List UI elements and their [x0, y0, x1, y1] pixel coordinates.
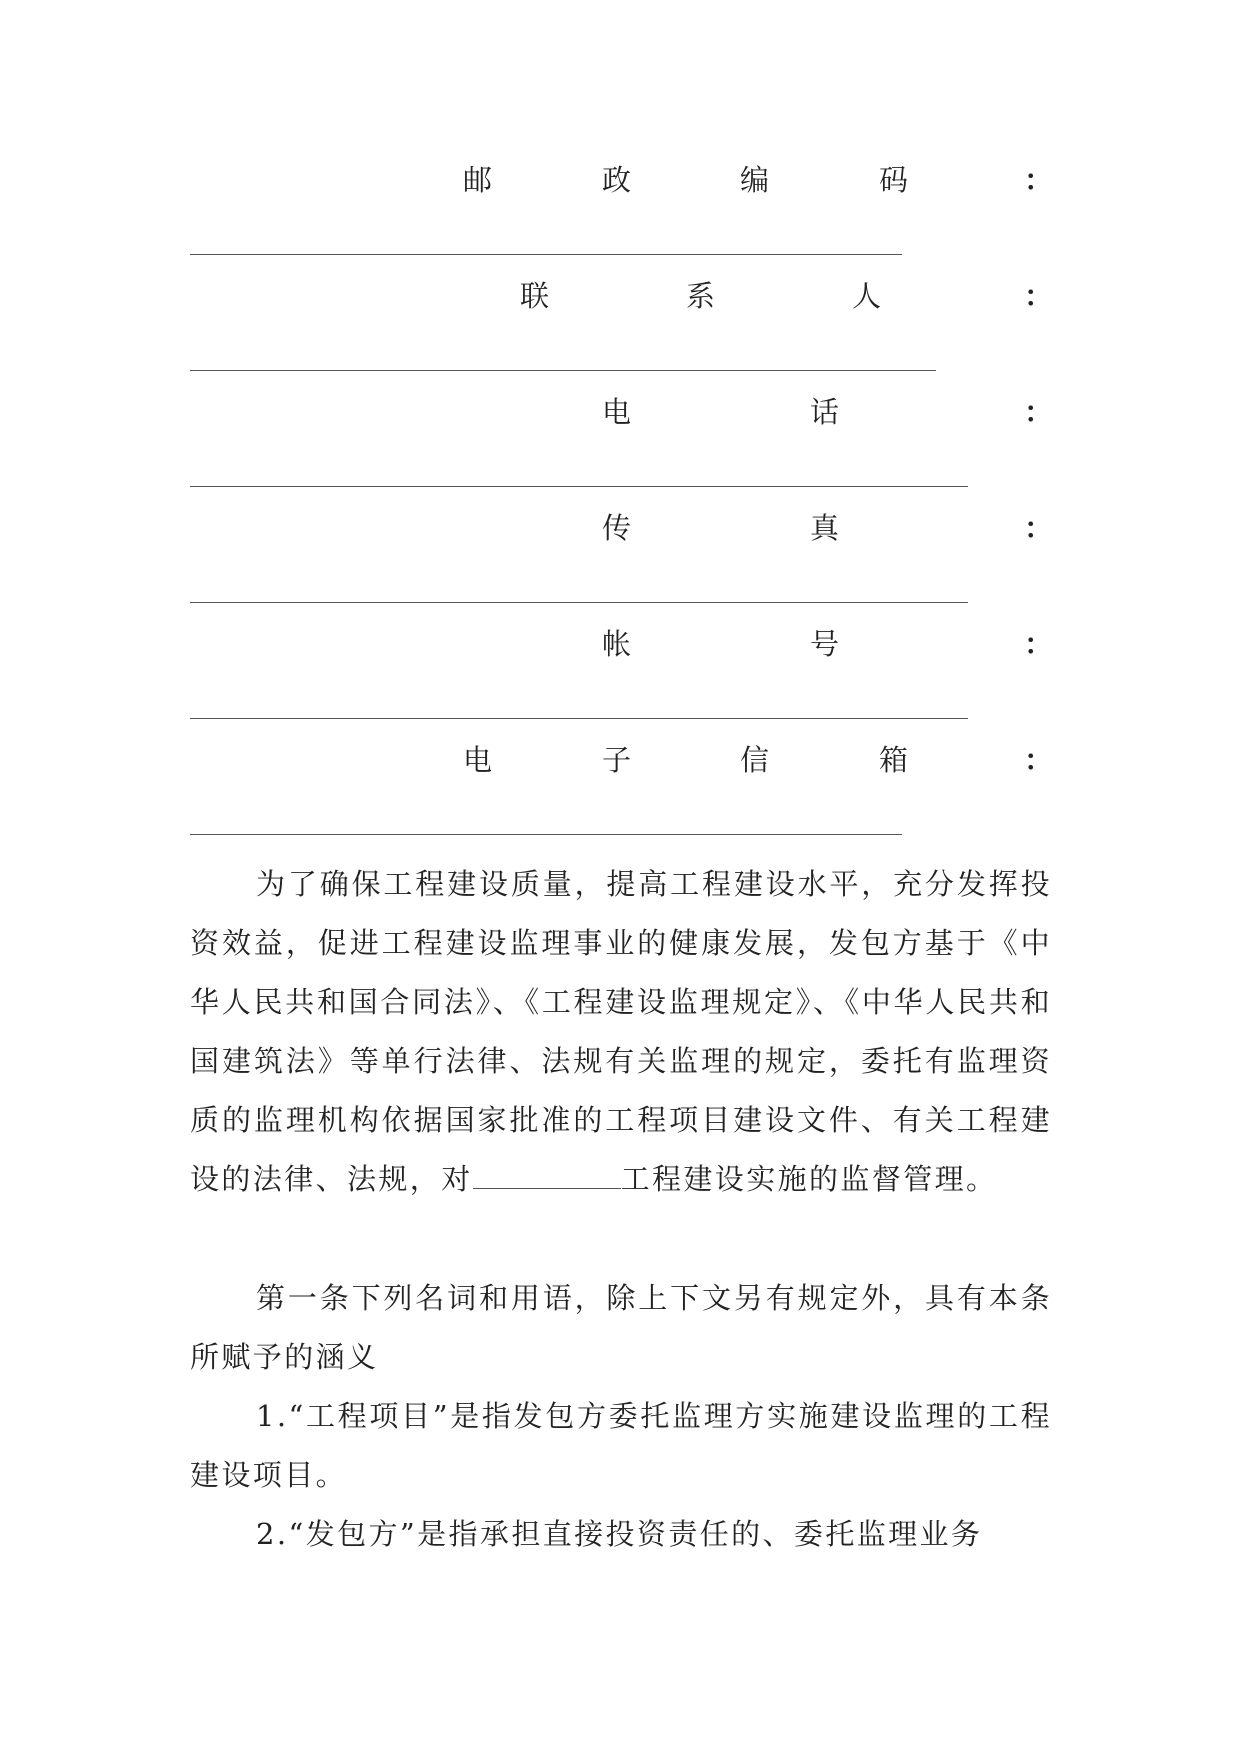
field-label-char: 系 — [686, 279, 716, 313]
definition-item-1: 1.“工程项目”是指发包方委托监理方实施建设监理的工程建设项目。 — [190, 1399, 1052, 1492]
fill-in-line — [190, 718, 968, 719]
field-colon: ： — [1024, 395, 1054, 429]
field-colon: ： — [1024, 279, 1054, 313]
field-label-char: 帐 — [602, 627, 632, 661]
field-label-char: 人 — [852, 279, 882, 313]
field-label-char: 邮 — [463, 163, 493, 197]
field-label-char: 箱 — [879, 743, 909, 777]
field-label-char: 真 — [810, 511, 840, 545]
field-label-char: 信 — [740, 743, 770, 777]
fill-in-line — [190, 254, 902, 255]
field-label-char: 编 — [740, 163, 770, 197]
field-label-char: 政 — [602, 163, 632, 197]
fill-in-line — [190, 834, 902, 835]
preamble-text-end: 工程建设实施的监督管理。 — [620, 1162, 998, 1196]
field-colon: ： — [1024, 743, 1054, 777]
field-label-char: 传 — [602, 511, 632, 545]
contact-person-field — [0, 266, 1241, 326]
field-colon: ： — [1024, 163, 1054, 197]
field-label-char: 联 — [520, 279, 550, 313]
project-name-blank — [473, 1160, 621, 1189]
field-label-char: 电 — [463, 743, 493, 777]
preamble-paragraph — [190, 855, 1052, 1209]
definition-item-2: 2.“发包方”是指承担直接投资责任的、委托监理业务 — [256, 1517, 983, 1551]
field-label-char: 电 — [602, 395, 632, 429]
fill-in-line — [190, 486, 968, 487]
field-label-char: 号 — [810, 627, 840, 661]
article-1: 第一条下列名词和用语，除上下文另有规定外，具有本条所赋予的涵义 — [190, 1281, 1052, 1374]
field-label-char: 话 — [810, 395, 840, 429]
fax-field — [0, 498, 1241, 558]
field-colon: ： — [1024, 627, 1054, 661]
fill-in-line — [190, 602, 968, 603]
email-field — [0, 730, 1241, 790]
field-label-char: 子 — [602, 743, 632, 777]
fill-in-line — [190, 370, 936, 371]
account-field — [0, 614, 1241, 674]
postal-code-field — [0, 150, 1241, 210]
preamble-text: 为了确保工程建设质量，提高工程建设水平，充分发挥投资效益，促进工程建设监理事业的健康发展，发包方基于《中华人民共和国合同法》、《工程建设监理规定》、《中华人民共和国建筑法》等单行法律、法规有关监理的规定，委托有监理资质的监理机构依据国家批准的工程项目建设文件、有关工程建设的法律、法规，对 — [190, 867, 1052, 1196]
field-label-char: 码 — [879, 163, 909, 197]
field-colon: ： — [1024, 511, 1054, 545]
phone-field — [0, 382, 1241, 442]
